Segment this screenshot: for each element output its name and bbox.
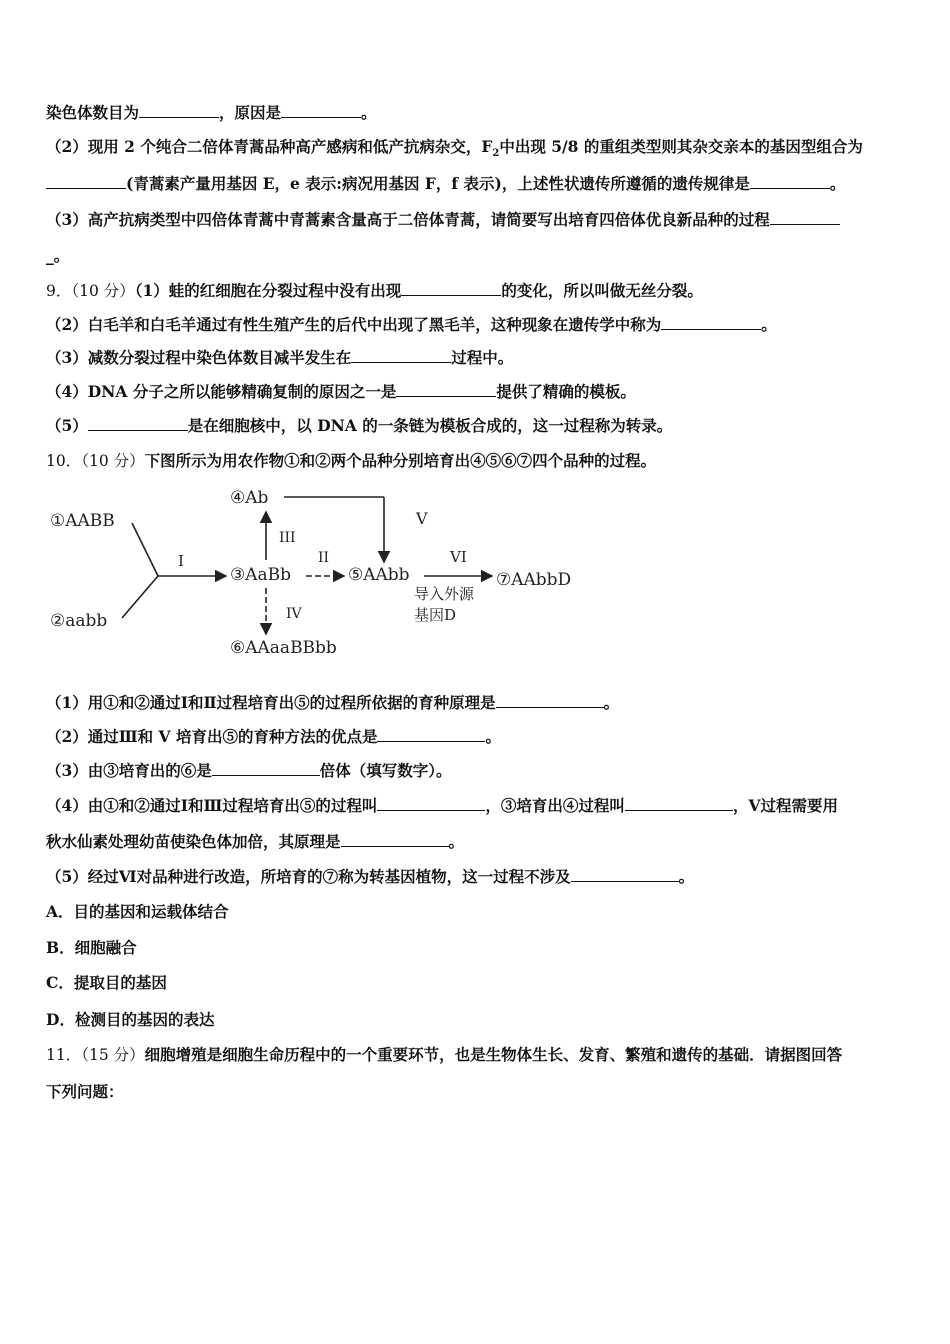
answer-blank[interactable] xyxy=(46,174,126,189)
q10-part2: （2）通过Ⅲ和 V 培育出⑤的育种方法的优点是 。 xyxy=(46,727,501,746)
q9-part3: （3）减数分裂过程中染色体数目减半发生在 过程中。 xyxy=(46,348,514,367)
q10-part4: （4）由①和②通过Ⅰ和Ⅲ过程培育出⑤的过程叫 ，③培育出④过程叫 ，Ⅴ过程需要用 xyxy=(46,796,838,815)
option-d[interactable]: D．检测目的基因的表达 xyxy=(46,1010,215,1029)
label-VI: VI xyxy=(450,548,467,566)
node-7: ⑦AAbbD xyxy=(496,570,572,590)
node-1: ①AABB xyxy=(50,511,115,531)
answer-blank[interactable] xyxy=(88,416,188,431)
label-IV: IV xyxy=(286,606,302,622)
label-I: I xyxy=(178,552,184,570)
q9-part5: （5） 是在细胞核中，以 DNA 的一条链为模板合成的，这一过程称为转录。 xyxy=(46,416,673,435)
q10-part4-cont: 秋水仙素处理幼苗使染色体加倍，其原理是 。 xyxy=(46,832,465,851)
answer-blank[interactable] xyxy=(571,867,679,882)
answer-blank[interactable] xyxy=(750,174,830,189)
label-V: V xyxy=(416,509,428,528)
answer-blank[interactable] xyxy=(351,348,451,363)
connector-line xyxy=(132,523,158,576)
q9-part4: （4）DNA 分子之所以能够精确复制的原因之一是 提供了精确的模板。 xyxy=(46,382,636,401)
q9-part2: （2）白毛羊和白毛羊通过有性生殖产生的后代中出现了黑毛羊，这种现象在遗传学中称为 。 xyxy=(46,315,777,334)
option-a[interactable]: A．目的基因和运载体结合 xyxy=(46,902,229,921)
option-c[interactable]: C．提取目的基因 xyxy=(46,973,167,992)
answer-blank[interactable] xyxy=(496,693,604,708)
q11-stem-cont: 下列问题： xyxy=(46,1082,124,1101)
answer-blank[interactable] xyxy=(377,727,485,742)
option-b[interactable]: B．细胞融合 xyxy=(46,938,137,957)
answer-blank[interactable] xyxy=(341,832,449,847)
answer-blank[interactable] xyxy=(401,281,501,296)
answer-blank[interactable] xyxy=(661,315,761,330)
node-6: ⑥AAaaBBbb xyxy=(230,638,337,658)
q8-part2: （2）现用 2 个纯合二倍体青蒿品种高产感病和低产抗病杂交，$F_2$中出现 5/8 的重组类型则其杂交亲本的基因型组合为 xyxy=(46,137,863,160)
q8-part3: （3）高产抗病类型中四倍体青蒿中青蒿素含量高于二倍体青蒿，请简要写出培育四倍体优良新品种的过程 xyxy=(46,210,840,230)
node-3: ③AaBb xyxy=(230,565,292,585)
q10-part1: （1）用①和②通过Ⅰ和Ⅱ过程培育出⑤的过程所依据的育种原理是 。 xyxy=(46,693,620,712)
node-2: ②aabb xyxy=(50,611,108,631)
answer-blank[interactable] xyxy=(377,796,485,811)
q10-stem: 10．（10 分）下图所示为用农作物①和②两个品种分别培育出④⑤⑥⑦四个品种的过程。 xyxy=(46,451,657,470)
answer-blank[interactable] xyxy=(396,382,496,397)
q8-line0: 染色体数目为 ，原因是 。 xyxy=(46,103,377,122)
q11-stem: 11．（15 分）细胞增殖是细胞生命历程中的一个重要环节，也是生物体生长、发育、繁殖和遗传的基础．请据图回答 xyxy=(46,1045,843,1064)
q10-part5: （5）经过Ⅵ对品种进行改造，所培育的⑦称为转基因植物，这一过程不涉及 。 xyxy=(46,867,695,886)
answer-blank[interactable] xyxy=(625,796,733,811)
connector-line xyxy=(122,576,158,618)
label-II: II xyxy=(318,550,330,566)
q8-part2-cont: (青蒿素产量用基因 E，e 表示:病况用基因 F，f 表示)，上述性状遗传所遵循的遗传规律是 。 xyxy=(46,174,845,194)
answer-blank[interactable] xyxy=(212,761,320,776)
node-5: ⑤AAbb xyxy=(348,565,410,585)
gene-label-2: 基因D xyxy=(414,606,457,624)
answer-blank[interactable] xyxy=(281,103,361,118)
breeding-diagram xyxy=(40,478,600,668)
node-4: ④Ab xyxy=(230,488,269,508)
label-III: III xyxy=(279,530,296,546)
q9-part1: 9．（10 分）（1）蛙的红细胞在分裂过程中没有出现 的变化，所以叫做无丝分裂。 xyxy=(46,281,703,300)
q10-part3: （3）由③培育出的⑥是 倍体（填写数字）。 xyxy=(46,761,452,780)
answer-blank[interactable] xyxy=(770,210,840,225)
answer-blank[interactable] xyxy=(139,103,219,118)
q8-part3-cont: _。 xyxy=(46,246,70,265)
gene-label-1: 导入外源 xyxy=(414,585,475,603)
